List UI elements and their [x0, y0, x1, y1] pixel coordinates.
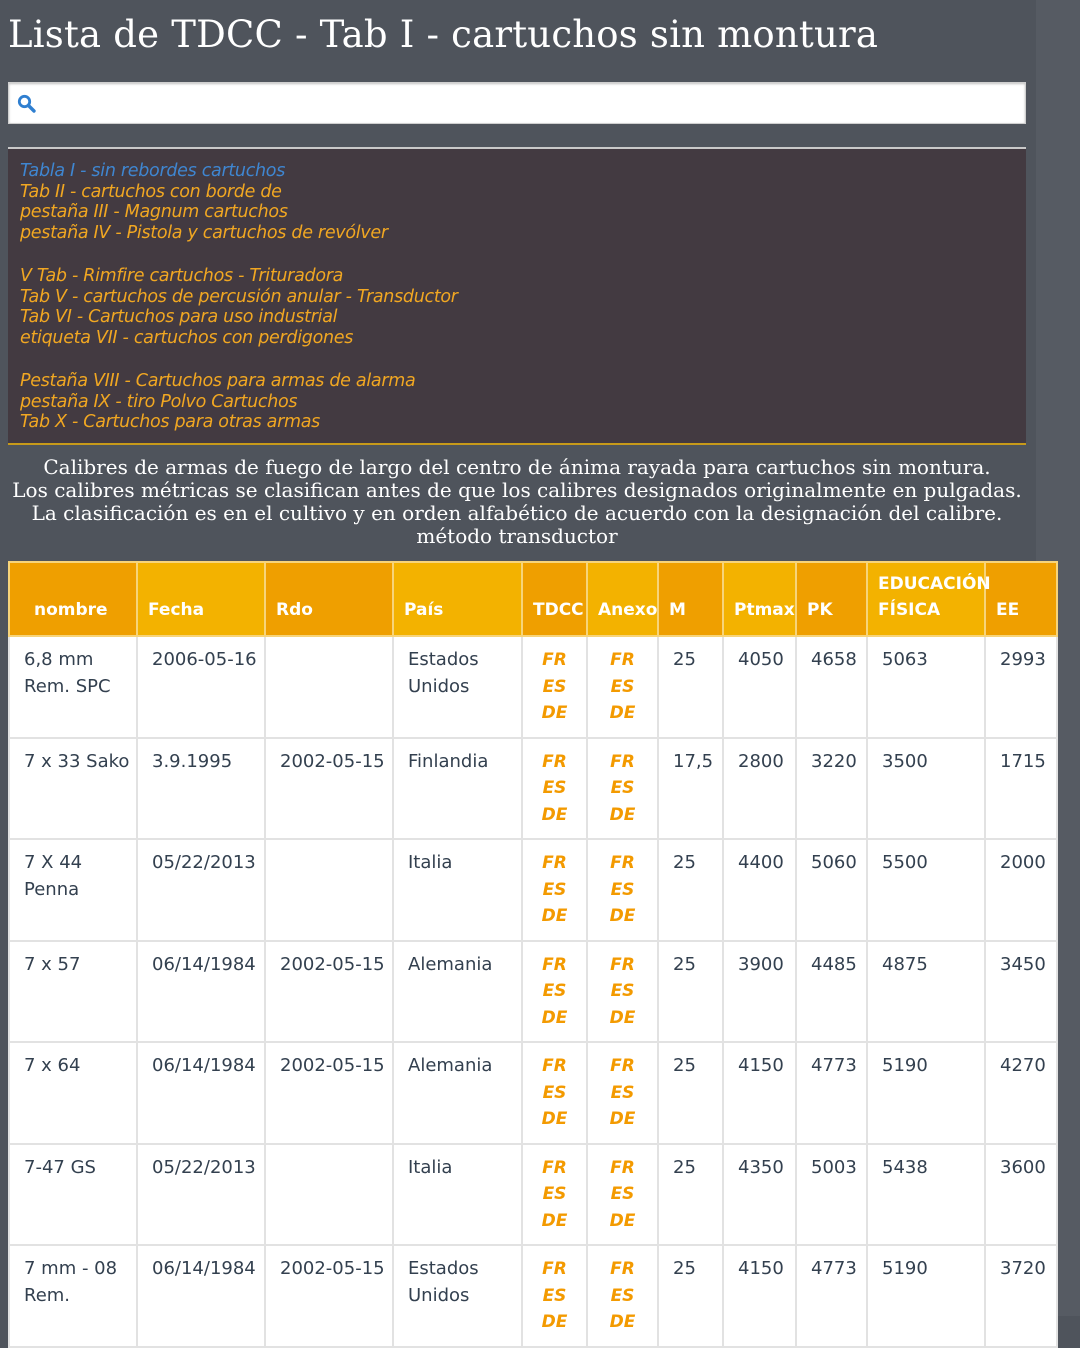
- language-link-fr[interactable]: FR: [610, 751, 635, 772]
- language-link-fr[interactable]: FR: [542, 650, 567, 670]
- column-header-ee[interactable]: EE: [985, 562, 1057, 636]
- language-link-de[interactable]: DE: [541, 1312, 568, 1332]
- nav-link-tab-i[interactable]: Tabla I - sin rebordes cartuchos: [20, 161, 286, 181]
- cell-pk: 4773: [796, 1042, 867, 1144]
- cell-educacion-fisica: 5190: [867, 1042, 985, 1144]
- cell-rdo: 2002-05-15: [265, 738, 393, 840]
- language-link-es[interactable]: ES: [542, 1082, 567, 1103]
- cell-educacion-fisica: 4875: [867, 941, 985, 1043]
- language-link-es[interactable]: ES: [610, 1285, 635, 1306]
- cell-anexo-links: [587, 839, 658, 941]
- nav-link-tab-iii[interactable]: pestaña III - Magnum cartuchos: [20, 202, 288, 222]
- language-link-de[interactable]: DE: [541, 804, 568, 825]
- cell-fecha: 05/22/2013: [137, 839, 265, 941]
- cell-nombre: 7 x 64: [9, 1042, 137, 1144]
- language-link-de[interactable]: DE: [541, 703, 568, 723]
- cell-fecha: 06/14/1984: [137, 941, 265, 1043]
- cell-m: 25: [658, 636, 723, 738]
- column-header-anexo[interactable]: Anexo: [587, 562, 658, 636]
- nav-link-tab-v-transductor[interactable]: Tab V - cartuchos de percusión anular - Transductor: [20, 286, 458, 307]
- cell-ee: 3720: [985, 1245, 1057, 1347]
- language-link-es[interactable]: ES: [542, 778, 567, 798]
- cell-pk: 4658: [796, 636, 867, 738]
- cell-nombre: 7 X 44 Penna: [9, 839, 137, 941]
- cell-nombre: 7-47 GS: [9, 1144, 137, 1246]
- cell-pais: Alemania: [393, 941, 522, 1043]
- cell-m: 25: [658, 1245, 723, 1347]
- language-link-de[interactable]: DE: [609, 1312, 636, 1332]
- language-link-es[interactable]: ES: [542, 1285, 567, 1306]
- language-link-fr[interactable]: FR: [542, 853, 567, 873]
- cell-pais: Italia: [393, 1144, 522, 1246]
- cell-ptmax: 4050: [723, 636, 796, 738]
- cell-ee: 3600: [985, 1144, 1057, 1246]
- language-link-de[interactable]: DE: [541, 1007, 568, 1028]
- cell-m: 25: [658, 1042, 723, 1144]
- cell-ptmax: 3900: [723, 941, 796, 1043]
- cell-ptmax: 4150: [723, 1042, 796, 1144]
- cell-m: 25: [658, 941, 723, 1043]
- search-icon: [16, 93, 38, 115]
- cell-m: 25: [658, 839, 723, 941]
- cell-tdcc-links: [522, 1144, 587, 1246]
- nav-link-tab-viii[interactable]: Pestaña VIII - Cartuchos para armas de alarma: [20, 371, 416, 391]
- cell-ee: 3450: [985, 941, 1057, 1043]
- cell-m: 25: [658, 1144, 723, 1246]
- search-box[interactable]: [8, 82, 1026, 124]
- nav-link-tab-v-trituradora[interactable]: V Tab - Rimfire cartuchos - Trituradora: [20, 266, 344, 286]
- cell-rdo: 2002-05-15: [265, 1245, 393, 1347]
- table-row: [9, 1245, 1057, 1347]
- cell-nombre: 6,8 mm Rem. SPC: [9, 636, 137, 738]
- cell-anexo-links: [587, 1245, 658, 1347]
- intro-line: Calibres de armas de fuego de largo del centro de ánima rayada para cartuchos sin montura.: [43, 455, 991, 479]
- column-header-pais[interactable]: País: [393, 562, 522, 636]
- nav-link-tab-ii[interactable]: Tab II - cartuchos con borde de: [20, 181, 282, 202]
- language-link-fr[interactable]: FR: [542, 751, 567, 772]
- tab-navigation: [8, 147, 1026, 445]
- table-row: [9, 1144, 1057, 1246]
- cell-ee: 1715: [985, 738, 1057, 840]
- column-header-fecha[interactable]: Fecha: [137, 562, 265, 636]
- cell-pais: Finlandia: [393, 738, 522, 840]
- language-link-fr[interactable]: FR: [610, 1056, 635, 1076]
- nav-link-tab-iv[interactable]: pestaña IV - Pistola y cartuchos de revólver: [20, 222, 388, 243]
- cell-ee: 2993: [985, 636, 1057, 738]
- cell-nombre: 7 x 57: [9, 941, 137, 1043]
- cell-educacion-fisica: 5063: [867, 636, 985, 738]
- cell-rdo: 2002-05-15: [265, 1042, 393, 1144]
- cell-tdcc-links: [522, 839, 587, 941]
- cell-educacion-fisica: 5190: [867, 1245, 985, 1347]
- cell-anexo-links: [587, 1042, 658, 1144]
- cell-fecha: 2006-05-16: [137, 636, 265, 738]
- cell-pk: 5060: [796, 839, 867, 941]
- cell-ptmax: 4400: [723, 839, 796, 941]
- cell-fecha: 06/14/1984: [137, 1042, 265, 1144]
- cell-ptmax: 4350: [723, 1144, 796, 1246]
- nav-link-tab-vii[interactable]: etiqueta VII - cartuchos con perdigones: [20, 327, 354, 348]
- language-link-de[interactable]: DE: [541, 906, 568, 926]
- cell-rdo: [265, 636, 393, 738]
- language-link-es[interactable]: ES: [542, 981, 567, 1001]
- cell-anexo-links: [587, 941, 658, 1043]
- intro-line: método transductor: [416, 524, 618, 548]
- cell-pais: Estados Unidos: [393, 636, 522, 738]
- table-row: [9, 1042, 1057, 1144]
- cell-pk: 4773: [796, 1245, 867, 1347]
- cell-educacion-fisica: 3500: [867, 738, 985, 840]
- page-content: [8, 0, 1058, 1332]
- cell-anexo-links: [587, 738, 658, 840]
- table-row: [9, 738, 1057, 840]
- table-row: [9, 636, 1057, 738]
- cell-ptmax: 2800: [723, 738, 796, 840]
- language-link-fr[interactable]: FR: [610, 853, 635, 873]
- language-link-de[interactable]: DE: [609, 1007, 636, 1028]
- language-link-de[interactable]: DE: [609, 703, 636, 723]
- language-link-de[interactable]: DE: [609, 804, 636, 825]
- cell-pais: Alemania: [393, 1042, 522, 1144]
- language-link-fr[interactable]: FR: [610, 650, 635, 670]
- language-link-de[interactable]: DE: [541, 1109, 568, 1129]
- cell-tdcc-links: [522, 1245, 587, 1347]
- language-link-fr[interactable]: FR: [542, 1259, 567, 1279]
- table-header-row: [9, 562, 1057, 636]
- cell-pais: Italia: [393, 839, 522, 941]
- nav-link-tab-x[interactable]: Tab X - Cartuchos para otras armas: [20, 412, 320, 432]
- column-header-rdo[interactable]: Rdo: [265, 562, 393, 636]
- language-link-de[interactable]: DE: [609, 1109, 636, 1129]
- language-link-de[interactable]: DE: [541, 1210, 568, 1231]
- column-header-ptmax[interactable]: Ptmax: [723, 562, 796, 636]
- cell-pk: 3220: [796, 738, 867, 840]
- language-link-de[interactable]: DE: [609, 906, 636, 926]
- cell-nombre: 7 mm - 08 Rem.: [9, 1245, 137, 1347]
- cell-anexo-links: [587, 636, 658, 738]
- cell-tdcc-links: [522, 1042, 587, 1144]
- cartridge-table: [8, 561, 1058, 1348]
- language-link-fr[interactable]: FR: [542, 954, 567, 975]
- intro-line: La clasificación es en el cultivo y en orden alfabético de acuerdo con la designación del calibre.: [31, 501, 1003, 525]
- cell-fecha: 05/22/2013: [137, 1144, 265, 1246]
- language-link-de[interactable]: DE: [609, 1210, 636, 1231]
- cell-rdo: [265, 839, 393, 941]
- cell-rdo: 2002-05-15: [265, 941, 393, 1043]
- column-header-nombre[interactable]: nombre: [9, 562, 137, 636]
- language-link-es[interactable]: ES: [542, 879, 567, 900]
- cell-ee: 2000: [985, 839, 1057, 941]
- language-link-es[interactable]: ES: [610, 1184, 635, 1204]
- cell-tdcc-links: [522, 941, 587, 1043]
- cell-tdcc-links: [522, 636, 587, 738]
- language-link-es[interactable]: ES: [610, 1082, 635, 1103]
- table-row: [9, 941, 1057, 1043]
- intro-text: [8, 456, 1026, 548]
- cell-rdo: [265, 1144, 393, 1246]
- cell-fecha: 3.9.1995: [137, 738, 265, 840]
- column-header-tdcc[interactable]: TDCC: [522, 562, 587, 636]
- page-title: Lista de TDCC - Tab I - cartuchos sin montura: [8, 13, 879, 56]
- language-link-es[interactable]: ES: [542, 676, 567, 697]
- cell-anexo-links: [587, 1144, 658, 1246]
- cell-educacion-fisica: 5438: [867, 1144, 985, 1246]
- search-input[interactable]: [45, 87, 1019, 121]
- language-link-es[interactable]: ES: [610, 879, 635, 900]
- language-link-fr[interactable]: FR: [610, 954, 635, 975]
- nav-spacer: [20, 348, 1014, 371]
- language-link-es[interactable]: ES: [610, 981, 635, 1001]
- table-row: [9, 839, 1057, 941]
- language-link-fr[interactable]: FR: [610, 1157, 635, 1178]
- column-header-educacion-fisica[interactable]: EDUCACIÓN FÍSICA: [867, 562, 985, 636]
- cell-pais: Estados Unidos: [393, 1245, 522, 1347]
- cell-pk: 5003: [796, 1144, 867, 1246]
- language-link-es[interactable]: ES: [610, 778, 635, 798]
- nav-link-tab-vi[interactable]: Tab VI - Cartuchos para uso industrial: [20, 307, 338, 327]
- language-link-es[interactable]: ES: [542, 1184, 567, 1204]
- language-link-fr[interactable]: FR: [610, 1259, 635, 1279]
- language-link-fr[interactable]: FR: [542, 1157, 567, 1178]
- language-link-es[interactable]: ES: [610, 676, 635, 697]
- column-header-m[interactable]: M: [658, 562, 723, 636]
- cell-educacion-fisica: 5500: [867, 839, 985, 941]
- cell-m: 17,5: [658, 738, 723, 840]
- column-header-pk[interactable]: PK: [796, 562, 867, 636]
- cell-pk: 4485: [796, 941, 867, 1043]
- nav-link-tab-ix[interactable]: pestaña IX - tiro Polvo Cartuchos: [20, 391, 298, 412]
- cell-ee: 4270: [985, 1042, 1057, 1144]
- cell-ptmax: 4150: [723, 1245, 796, 1347]
- language-link-fr[interactable]: FR: [542, 1056, 567, 1076]
- cell-tdcc-links: [522, 738, 587, 840]
- intro-line: Los calibres métricas se clasifican antes de que los calibres designados originalmente en pulgadas.: [12, 478, 1022, 502]
- nav-spacer: [20, 243, 1014, 266]
- cell-fecha: 06/14/1984: [137, 1245, 265, 1347]
- cell-nombre: 7 x 33 Sako: [9, 738, 137, 840]
